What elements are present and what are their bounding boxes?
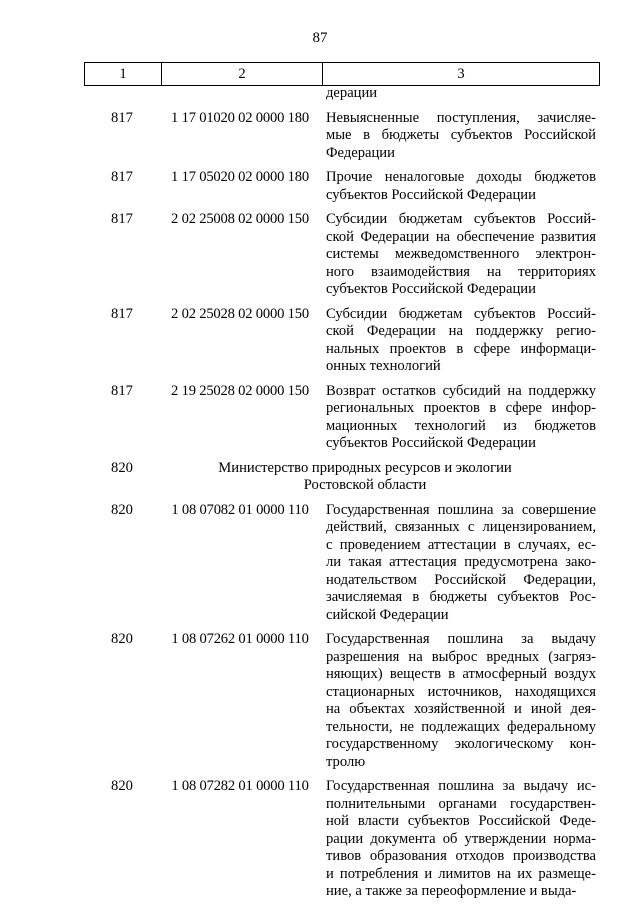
description-line: субъектов Российской Федерации [326, 435, 536, 451]
income-description [326, 110, 596, 163]
description-line: Государственная пошлина за совершение [326, 501, 596, 518]
admin-code: 820 [111, 501, 133, 518]
table-row [84, 778, 600, 901]
description-line: разрешения на выброс вредных (загряз- [326, 648, 596, 665]
table-row [84, 631, 600, 771]
budget-classification-code: 1 17 01020 02 0000 180 [171, 109, 309, 126]
description-line: нальных проектов в сфере информаци- [326, 340, 596, 357]
description-line: Субсидии бюджетам субъектов Россий- [326, 305, 596, 322]
description-line: нодательством Российской Федерации, [326, 571, 596, 588]
description-line: ного взаимодействия на территориях [326, 263, 596, 280]
description-line: субъектов Российской Федерации [326, 281, 536, 297]
description-line: региональных проектов в сфере инфор- [326, 400, 596, 416]
description-line: ской Федерации на поддержку регио- [326, 323, 596, 339]
description-line: ние, а также за переоформление и выда- [326, 883, 577, 899]
description-line: Прочие неналоговые доходы бюджетов [326, 169, 596, 185]
description-line: Невыясненные поступления, зачисляе- [326, 109, 596, 126]
continuation-text: дерации [326, 85, 378, 101]
table-row [84, 383, 600, 453]
description-line: Возврат остатков субсидий на поддержку [326, 382, 596, 399]
description-line: рации документа об утверждении норма- [326, 830, 596, 847]
income-description [326, 306, 596, 376]
description-line: тролю [326, 753, 366, 770]
table-row [84, 110, 600, 163]
description-line: Субсидии бюджетам субъектов Россий- [326, 211, 596, 227]
description-line: зачисляемая в бюджеты субъектов Рос- [326, 589, 596, 605]
income-description [326, 383, 596, 453]
column-header-2: 2 [162, 63, 323, 86]
income-description [326, 631, 596, 771]
description-line: Государственная пошлина за выдачу [326, 631, 596, 647]
ministry-name-line: Министерство природных ресурсов и экологии [218, 459, 512, 476]
admin-code: 820 [111, 631, 133, 647]
budget-classification-code: 2 02 25008 02 0000 150 [171, 211, 309, 227]
table-row [84, 211, 600, 299]
income-description [326, 169, 596, 204]
table-row [84, 502, 600, 625]
column-header-1: 1 [85, 63, 162, 86]
continuation-row [84, 85, 600, 103]
description-line: ской Федерации на обеспечение развития [326, 228, 596, 245]
column-header-3: 3 [323, 63, 600, 86]
description-line: сийской Федерации [326, 606, 449, 623]
description-line: тельности, не подлежащих федеральному [326, 718, 596, 735]
description-line: на объектах хозяйственной и иной дея- [326, 701, 596, 717]
description-line: и потребления и лимитов на их размеще- [326, 865, 596, 882]
description-line: ной власти субъектов Российской Феде- [326, 813, 596, 829]
income-description [326, 778, 596, 901]
description-line: онных технологий [326, 358, 441, 374]
document-body [84, 85, 600, 901]
description-line: государственному экологическому кон- [326, 736, 596, 752]
description-line: системы межведомственного электрон- [326, 246, 596, 262]
column-header-table [84, 62, 600, 86]
income-description [326, 502, 596, 625]
ministry-row [84, 460, 600, 495]
description-line: мационных технологий из бюджетов [326, 417, 596, 434]
admin-code: 817 [111, 109, 133, 126]
admin-code: 817 [111, 211, 133, 227]
description-line: Государственная пошлина за выдачу ис- [326, 778, 596, 794]
description-line: няющих) веществ в атмосферный воздух [326, 666, 596, 682]
ministry-code: 820 [111, 459, 133, 476]
budget-classification-code: 2 19 25028 02 0000 150 [171, 382, 309, 399]
admin-code: 817 [111, 382, 133, 399]
description-line: тивов образования отходов производства [326, 848, 596, 864]
budget-classification-code: 1 08 07262 01 0000 110 [171, 631, 309, 647]
budget-classification-code: 1 08 07082 01 0000 110 [171, 501, 309, 518]
description-line: действий, связанных с лицензированием, [326, 519, 596, 535]
budget-classification-code: 1 17 05020 02 0000 180 [171, 169, 309, 185]
description-line: стационарных источников, находящихся [326, 683, 596, 700]
description-line: ли такая аттестация предусмотрена зако- [326, 554, 596, 570]
budget-classification-code: 1 08 07282 01 0000 110 [171, 778, 309, 794]
description-line: субъектов Российской Федерации [326, 186, 536, 203]
description-line: мые в бюджеты субъектов Российской [326, 127, 596, 143]
description-line: Федерации [326, 144, 395, 161]
admin-code: 817 [111, 169, 133, 185]
description-line: с проведением аттестации в случаях, ес- [326, 536, 596, 553]
budget-classification-code: 2 02 25028 02 0000 150 [171, 305, 309, 322]
ministry-name-line: Ростовской области [303, 477, 427, 493]
ministry-name [160, 460, 600, 495]
table-row [84, 169, 600, 204]
admin-code: 820 [111, 778, 133, 794]
income-description [326, 211, 596, 299]
table-row [84, 306, 600, 376]
admin-code: 817 [111, 305, 133, 322]
description-line: полнительными органами государствен- [326, 795, 596, 812]
page-number: 87 [312, 30, 328, 46]
